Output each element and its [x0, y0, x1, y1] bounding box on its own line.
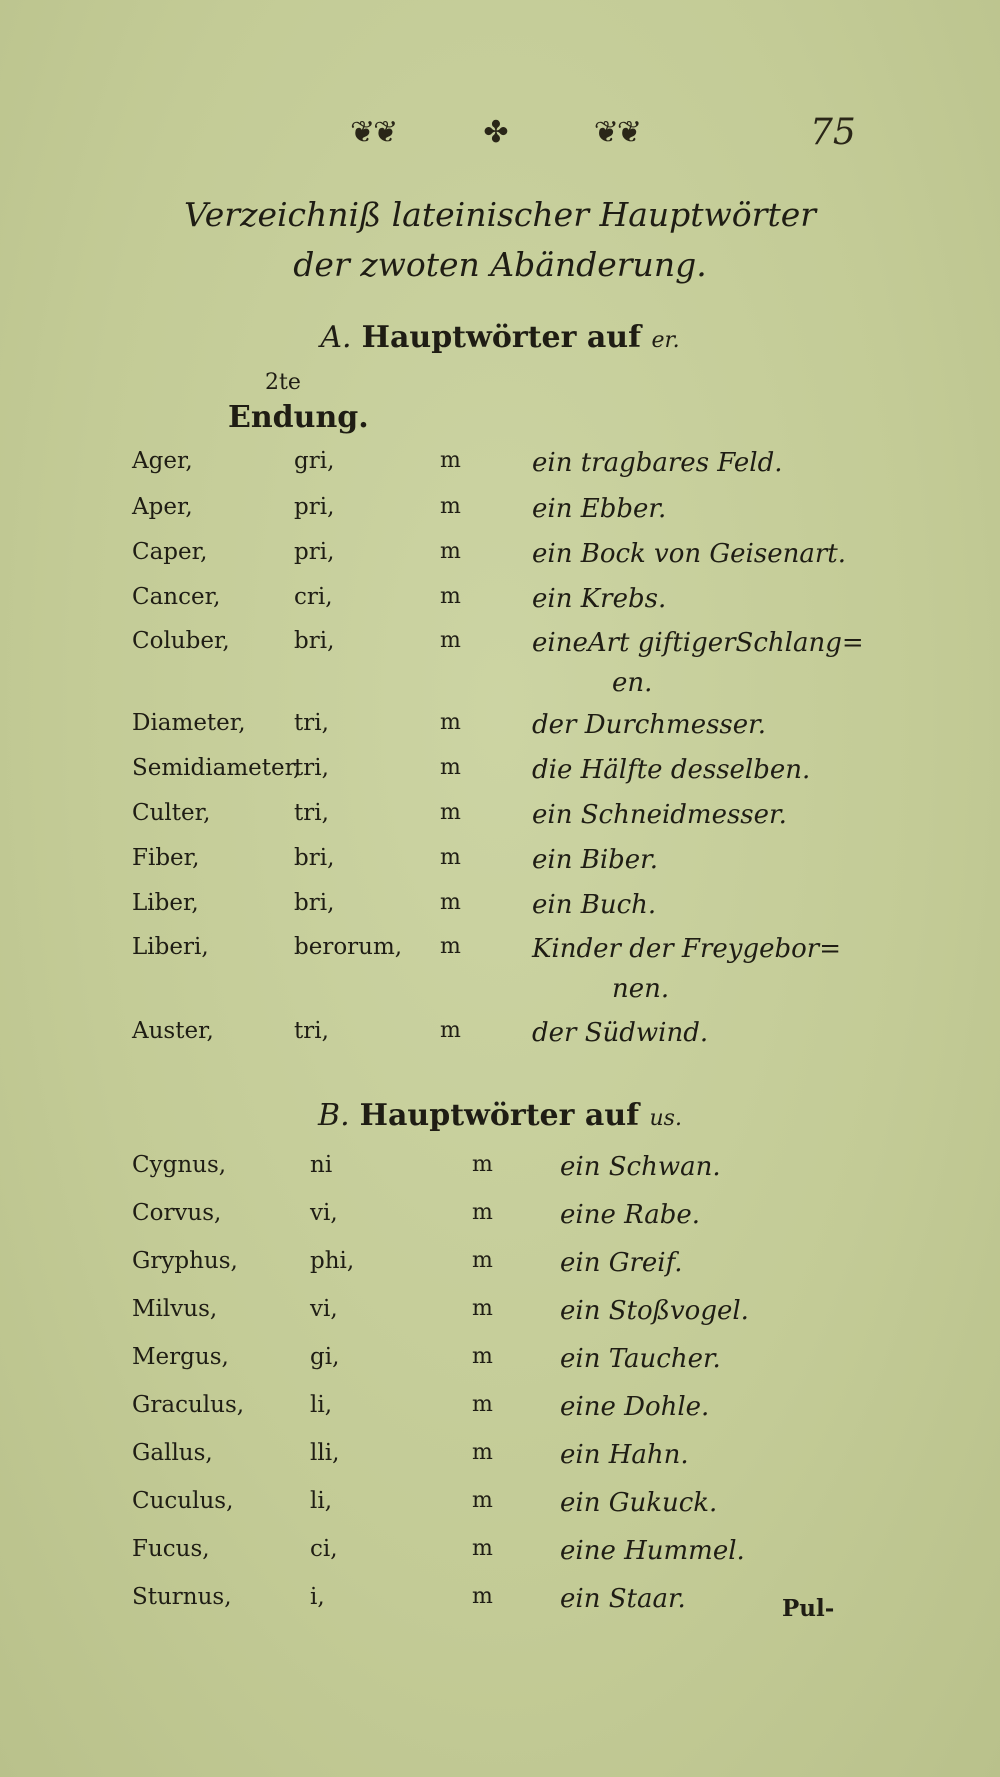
german-meaning: ein Stoßvogel.	[560, 1296, 749, 1326]
genitive-ending: tri,	[294, 1018, 329, 1044]
section-marker: A.	[320, 320, 352, 355]
list-item	[0, 1018, 1000, 1058]
list-item	[0, 1248, 1000, 1288]
gender-mark: m	[472, 1440, 493, 1465]
latin-noun: Fiber,	[132, 845, 200, 871]
german-meaning: eine Hummel.	[560, 1536, 745, 1566]
list-item	[0, 584, 1000, 624]
genitive-ending: tri,	[294, 755, 329, 781]
list-item	[0, 890, 1000, 930]
genitive-ending: vi,	[310, 1200, 338, 1226]
genitive-ending: tri,	[294, 800, 329, 826]
list-item	[0, 1344, 1000, 1384]
genitive-ending: tri,	[294, 710, 329, 736]
german-meaning: der Südwind.	[532, 1018, 709, 1048]
german-meaning: eine Dohle.	[560, 1392, 710, 1422]
gender-mark: m	[472, 1296, 493, 1321]
latin-noun: Liber,	[132, 890, 199, 916]
gender-mark: m	[440, 1018, 461, 1043]
gender-mark: m	[472, 1200, 493, 1225]
latin-noun: Ager,	[132, 448, 193, 474]
gender-mark: m	[472, 1392, 493, 1417]
genitive-ending: bri,	[294, 890, 335, 916]
list-item	[0, 934, 1000, 1004]
list-item	[0, 710, 1000, 750]
column-heading: Endung.	[228, 400, 369, 435]
list-item	[0, 539, 1000, 579]
german-meaning: ein Ebber.	[532, 494, 667, 524]
genitive-ending: berorum,	[294, 934, 403, 960]
gender-mark: m	[472, 1536, 493, 1561]
list-item	[0, 755, 1000, 795]
list-item	[0, 1536, 1000, 1576]
latin-noun: Mergus,	[132, 1344, 229, 1370]
german-meaning: ein Taucher.	[560, 1344, 721, 1374]
german-meaning: ein Buch.	[532, 890, 657, 920]
latin-noun: Aper,	[132, 494, 193, 520]
german-meaning: der Durchmesser.	[532, 710, 766, 740]
german-meaning: ein Hahn.	[560, 1440, 689, 1470]
gender-mark: m	[472, 1584, 493, 1609]
gender-mark: m	[440, 890, 461, 915]
latin-noun: Corvus,	[132, 1200, 222, 1226]
meaning-continuation: en.	[612, 668, 653, 698]
genitive-ending: li,	[310, 1392, 333, 1418]
latin-noun: Graculus,	[132, 1392, 245, 1418]
genitive-ending: bri,	[294, 628, 335, 654]
section-heading-text: Hauptwörter auf	[361, 320, 642, 355]
meaning-continuation: nen.	[612, 974, 670, 1004]
german-meaning: eineArt giftigerSchlang=	[532, 628, 864, 658]
page-title-line-2: der zwoten Abänderung.	[293, 245, 707, 284]
german-meaning: ein Gukuck.	[560, 1488, 718, 1518]
genitive-ending: bri,	[294, 845, 335, 871]
latin-noun: Diameter,	[132, 710, 246, 736]
section-heading-a	[0, 320, 1000, 355]
section-suffix: er.	[651, 328, 680, 353]
list-item	[0, 448, 1000, 488]
gender-mark: m	[440, 628, 461, 653]
german-meaning: ein Bock von Geisenart.	[532, 539, 846, 569]
list-item	[0, 1584, 1000, 1624]
german-meaning: die Hälfte desselben.	[532, 755, 811, 785]
ornament-left-icon: ❦❦	[350, 114, 397, 150]
german-meaning: ein tragbares Feld.	[532, 448, 783, 478]
german-meaning: ein Biber.	[532, 845, 659, 875]
section-heading-b	[0, 1098, 1000, 1133]
genitive-ending: li,	[310, 1488, 333, 1514]
german-meaning: ein Schwan.	[560, 1152, 721, 1182]
list-item	[0, 494, 1000, 534]
genitive-ending: pri,	[294, 539, 335, 565]
latin-noun: Gallus,	[132, 1440, 213, 1466]
genitive-ending: ni	[310, 1152, 333, 1178]
genitive-ending: gi,	[310, 1344, 340, 1370]
page-number: 75	[810, 112, 856, 153]
genitive-ending: vi,	[310, 1296, 338, 1322]
latin-noun: Sturnus,	[132, 1584, 232, 1610]
german-meaning: ein Schneidmesser.	[532, 800, 787, 830]
genitive-ending: ci,	[310, 1536, 338, 1562]
gender-mark: m	[472, 1248, 493, 1273]
gender-mark: m	[440, 494, 461, 519]
list-item	[0, 1200, 1000, 1240]
section-heading-text: Hauptwörter auf	[359, 1098, 640, 1133]
latin-noun: Cuculus,	[132, 1488, 234, 1514]
list-item	[0, 1488, 1000, 1528]
list-item	[0, 1440, 1000, 1480]
latin-noun: Milvus,	[132, 1296, 218, 1322]
gender-mark: m	[440, 845, 461, 870]
genitive-ending: lli,	[310, 1440, 340, 1466]
german-meaning: ein Krebs.	[532, 584, 667, 614]
page-title-line-1: Verzeichniß lateinischer Hauptwörter	[183, 195, 817, 234]
latin-noun: Cygnus,	[132, 1152, 227, 1178]
gender-mark: m	[472, 1344, 493, 1369]
gender-mark: m	[472, 1488, 493, 1513]
gender-mark: m	[440, 584, 461, 609]
gender-mark: m	[440, 710, 461, 735]
german-meaning: ein Greif.	[560, 1248, 683, 1278]
ornament-center-icon: ✤	[483, 114, 507, 150]
german-meaning: eine Rabe.	[560, 1200, 701, 1230]
latin-noun: Cancer,	[132, 584, 221, 610]
latin-noun: Culter,	[132, 800, 211, 826]
latin-noun: Auster,	[132, 1018, 214, 1044]
gender-mark: m	[440, 755, 461, 780]
genitive-ending: phi,	[310, 1248, 355, 1274]
gender-mark: m	[440, 934, 461, 959]
column-ordinal: 2te	[265, 370, 301, 395]
genitive-ending: pri,	[294, 494, 335, 520]
german-meaning: ein Staar.	[560, 1584, 686, 1614]
section-suffix: us.	[649, 1106, 682, 1131]
list-item	[0, 1296, 1000, 1336]
gender-mark: m	[440, 448, 461, 473]
german-meaning: Kinder der Freygebor=	[532, 934, 842, 964]
latin-noun: Fucus,	[132, 1536, 210, 1562]
latin-noun: Semidiameter,	[132, 755, 301, 781]
genitive-ending: cri,	[294, 584, 333, 610]
header-ornament	[350, 112, 640, 152]
list-item	[0, 800, 1000, 840]
ornament-right-icon: ❦❦	[593, 114, 640, 150]
gender-mark: m	[472, 1152, 493, 1177]
list-item	[0, 845, 1000, 885]
list-item	[0, 1392, 1000, 1432]
list-item	[0, 1152, 1000, 1192]
latin-noun: Liberi,	[132, 934, 209, 960]
genitive-ending: i,	[310, 1584, 325, 1610]
latin-noun: Gryphus,	[132, 1248, 238, 1274]
catchword: Pul-	[782, 1595, 835, 1622]
latin-noun: Coluber,	[132, 628, 230, 654]
latin-noun: Caper,	[132, 539, 208, 565]
section-marker: B.	[318, 1098, 350, 1133]
list-item	[0, 628, 1000, 698]
gender-mark: m	[440, 539, 461, 564]
gender-mark: m	[440, 800, 461, 825]
genitive-ending: gri,	[294, 448, 335, 474]
